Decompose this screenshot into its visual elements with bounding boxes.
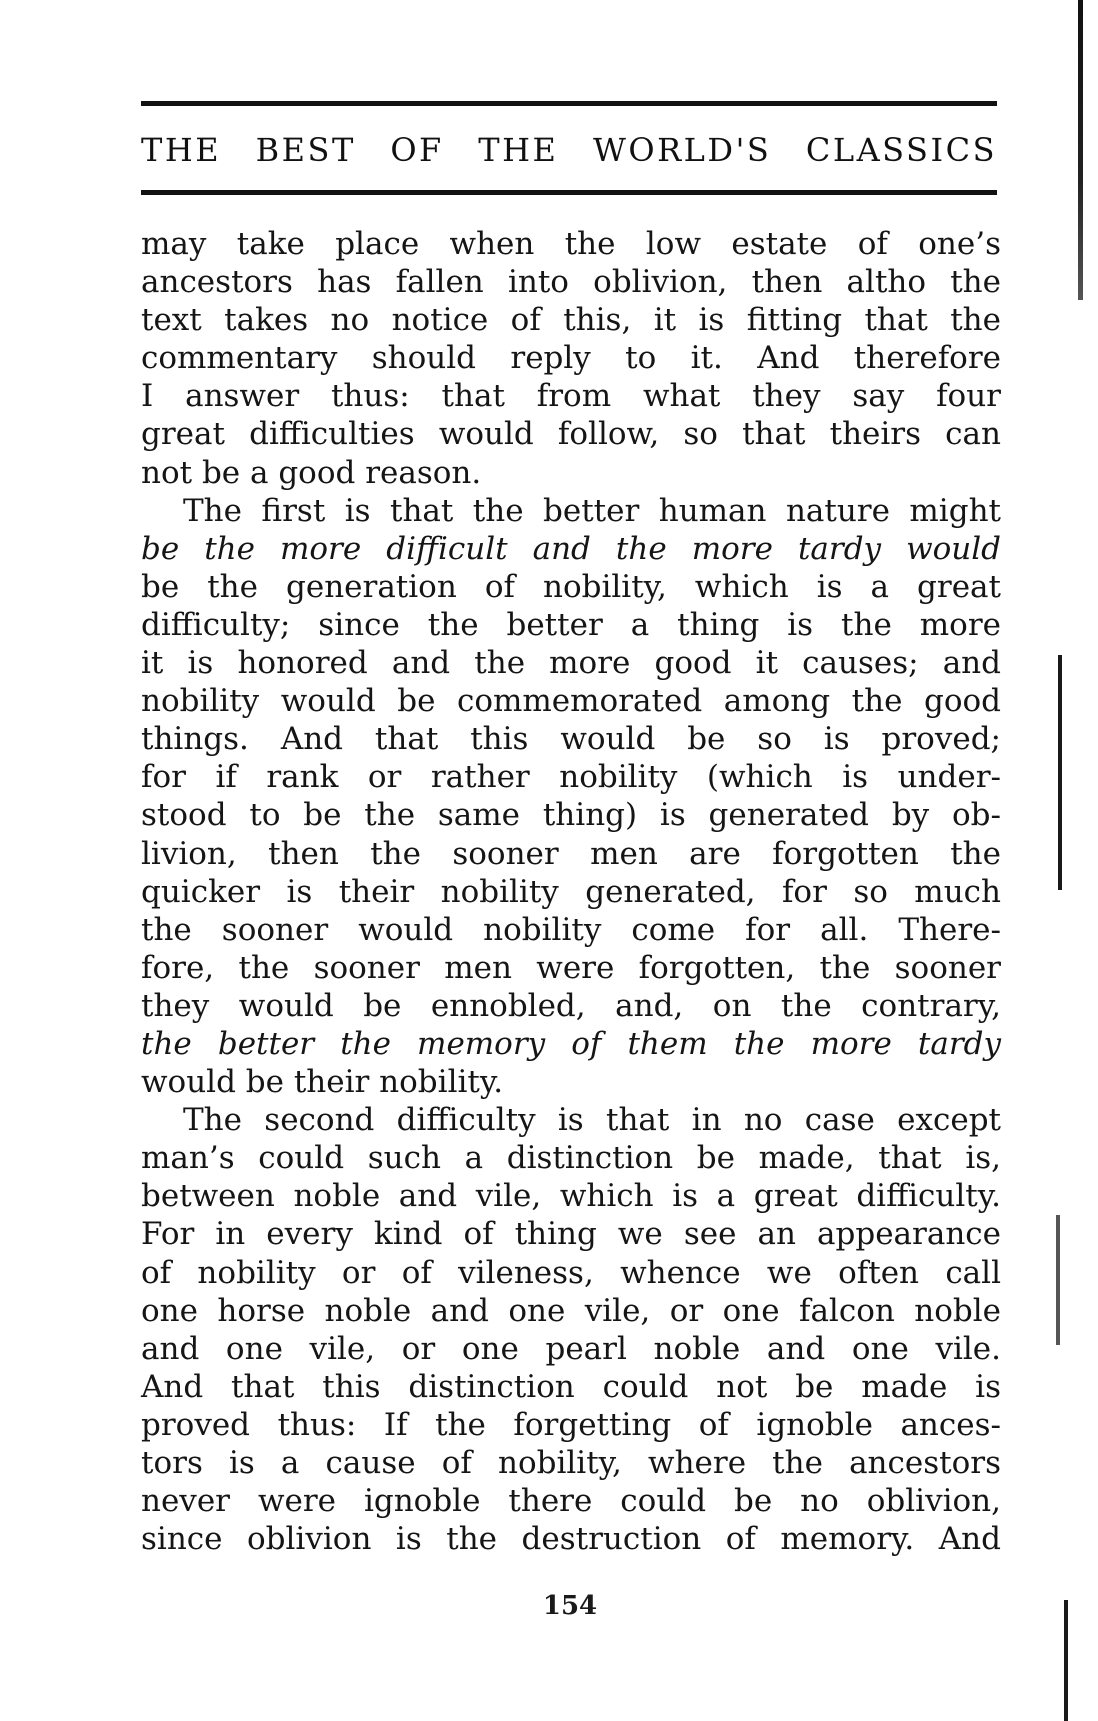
- text-line: for if rank or rather nobility (which is under-: [141, 759, 1001, 796]
- text-line: since oblivion is the destruction of memory. And: [141, 1521, 1001, 1558]
- text-line: quicker is their nobility generated, for so much: [141, 873, 1001, 910]
- text-line: difficulty; since the better a thing is the more: [141, 606, 1001, 643]
- header-rule-bottom: [141, 190, 997, 195]
- running-header: THE BEST OF THE WORLD'S CLASSICS: [141, 131, 997, 169]
- text-line: commentary should reply to it. And therefore: [141, 340, 1001, 377]
- text-line: The second difficulty is that in no case except: [183, 1102, 1001, 1139]
- body-text: [141, 225, 1001, 1558]
- text-line: it is honored and the more good it causes; and: [141, 645, 1001, 682]
- text-line: may take place when the low estate of one’s: [141, 226, 1001, 262]
- text-line: never were ignoble there could be no oblivion,: [141, 1483, 1001, 1520]
- text-line: The first is that the better human nature might: [183, 492, 1001, 529]
- text-line: things. And that this would be so is proved;: [141, 721, 1001, 758]
- text-line: and one vile, or one pearl noble and one vile.: [141, 1330, 1001, 1367]
- text-line: of nobility or of vileness, whence we often call: [141, 1254, 1001, 1291]
- page-edge-mark: [1056, 1215, 1060, 1345]
- text-line: livion, then the sooner men are forgotten the: [141, 835, 1001, 872]
- text-line: ancestors has fallen into oblivion, then altho the: [141, 264, 1001, 301]
- text-line: one horse noble and one vile, or one falcon noble: [141, 1292, 1001, 1329]
- page-edge-mark: [1058, 655, 1062, 890]
- text-line: And that this distinction could not be made is: [141, 1368, 1001, 1405]
- page-number: 154: [542, 1591, 598, 1621]
- text-line: For in every kind of thing we see an appearance: [141, 1216, 1001, 1253]
- text-line: would be their nobility.: [141, 1064, 504, 1101]
- text-line: stood to be the same thing) is generated by ob-: [141, 797, 1001, 834]
- text-line: the sooner would nobility come for all. There-: [141, 911, 1001, 948]
- text-line: not be a good reason.: [141, 454, 482, 491]
- text-line: between noble and vile, which is a great difficulty.: [141, 1178, 1001, 1215]
- text-line: fore, the sooner men were forgotten, the sooner: [141, 949, 1001, 986]
- header-rule-top: [141, 101, 997, 106]
- text-line: great difficulties would follow, so that theirs can: [141, 416, 1001, 453]
- text-line: I answer thus: that from what they say four: [141, 378, 1001, 415]
- text-line: proved thus: If the forgetting of ignoble ances-: [141, 1406, 1001, 1443]
- text-line: tors is a cause of nobility, where the ancestors: [141, 1445, 1001, 1481]
- text-line: nobility would be commemorated among the good: [141, 683, 1001, 720]
- text-line: be the generation of nobility, which is a great: [141, 568, 1001, 605]
- text-line: be the more difficult and the more tardy would: [141, 530, 1001, 567]
- text-line: they would be ennobled, and, on the contrary,: [141, 987, 1001, 1024]
- page-edge-shadow: [1078, 0, 1083, 300]
- text-line: man’s could such a distinction be made, that is,: [141, 1140, 1001, 1177]
- text-line: the better the memory of them the more tardy: [141, 1025, 1001, 1062]
- text-line: text takes no notice of this, it is fitting that the: [141, 302, 1001, 339]
